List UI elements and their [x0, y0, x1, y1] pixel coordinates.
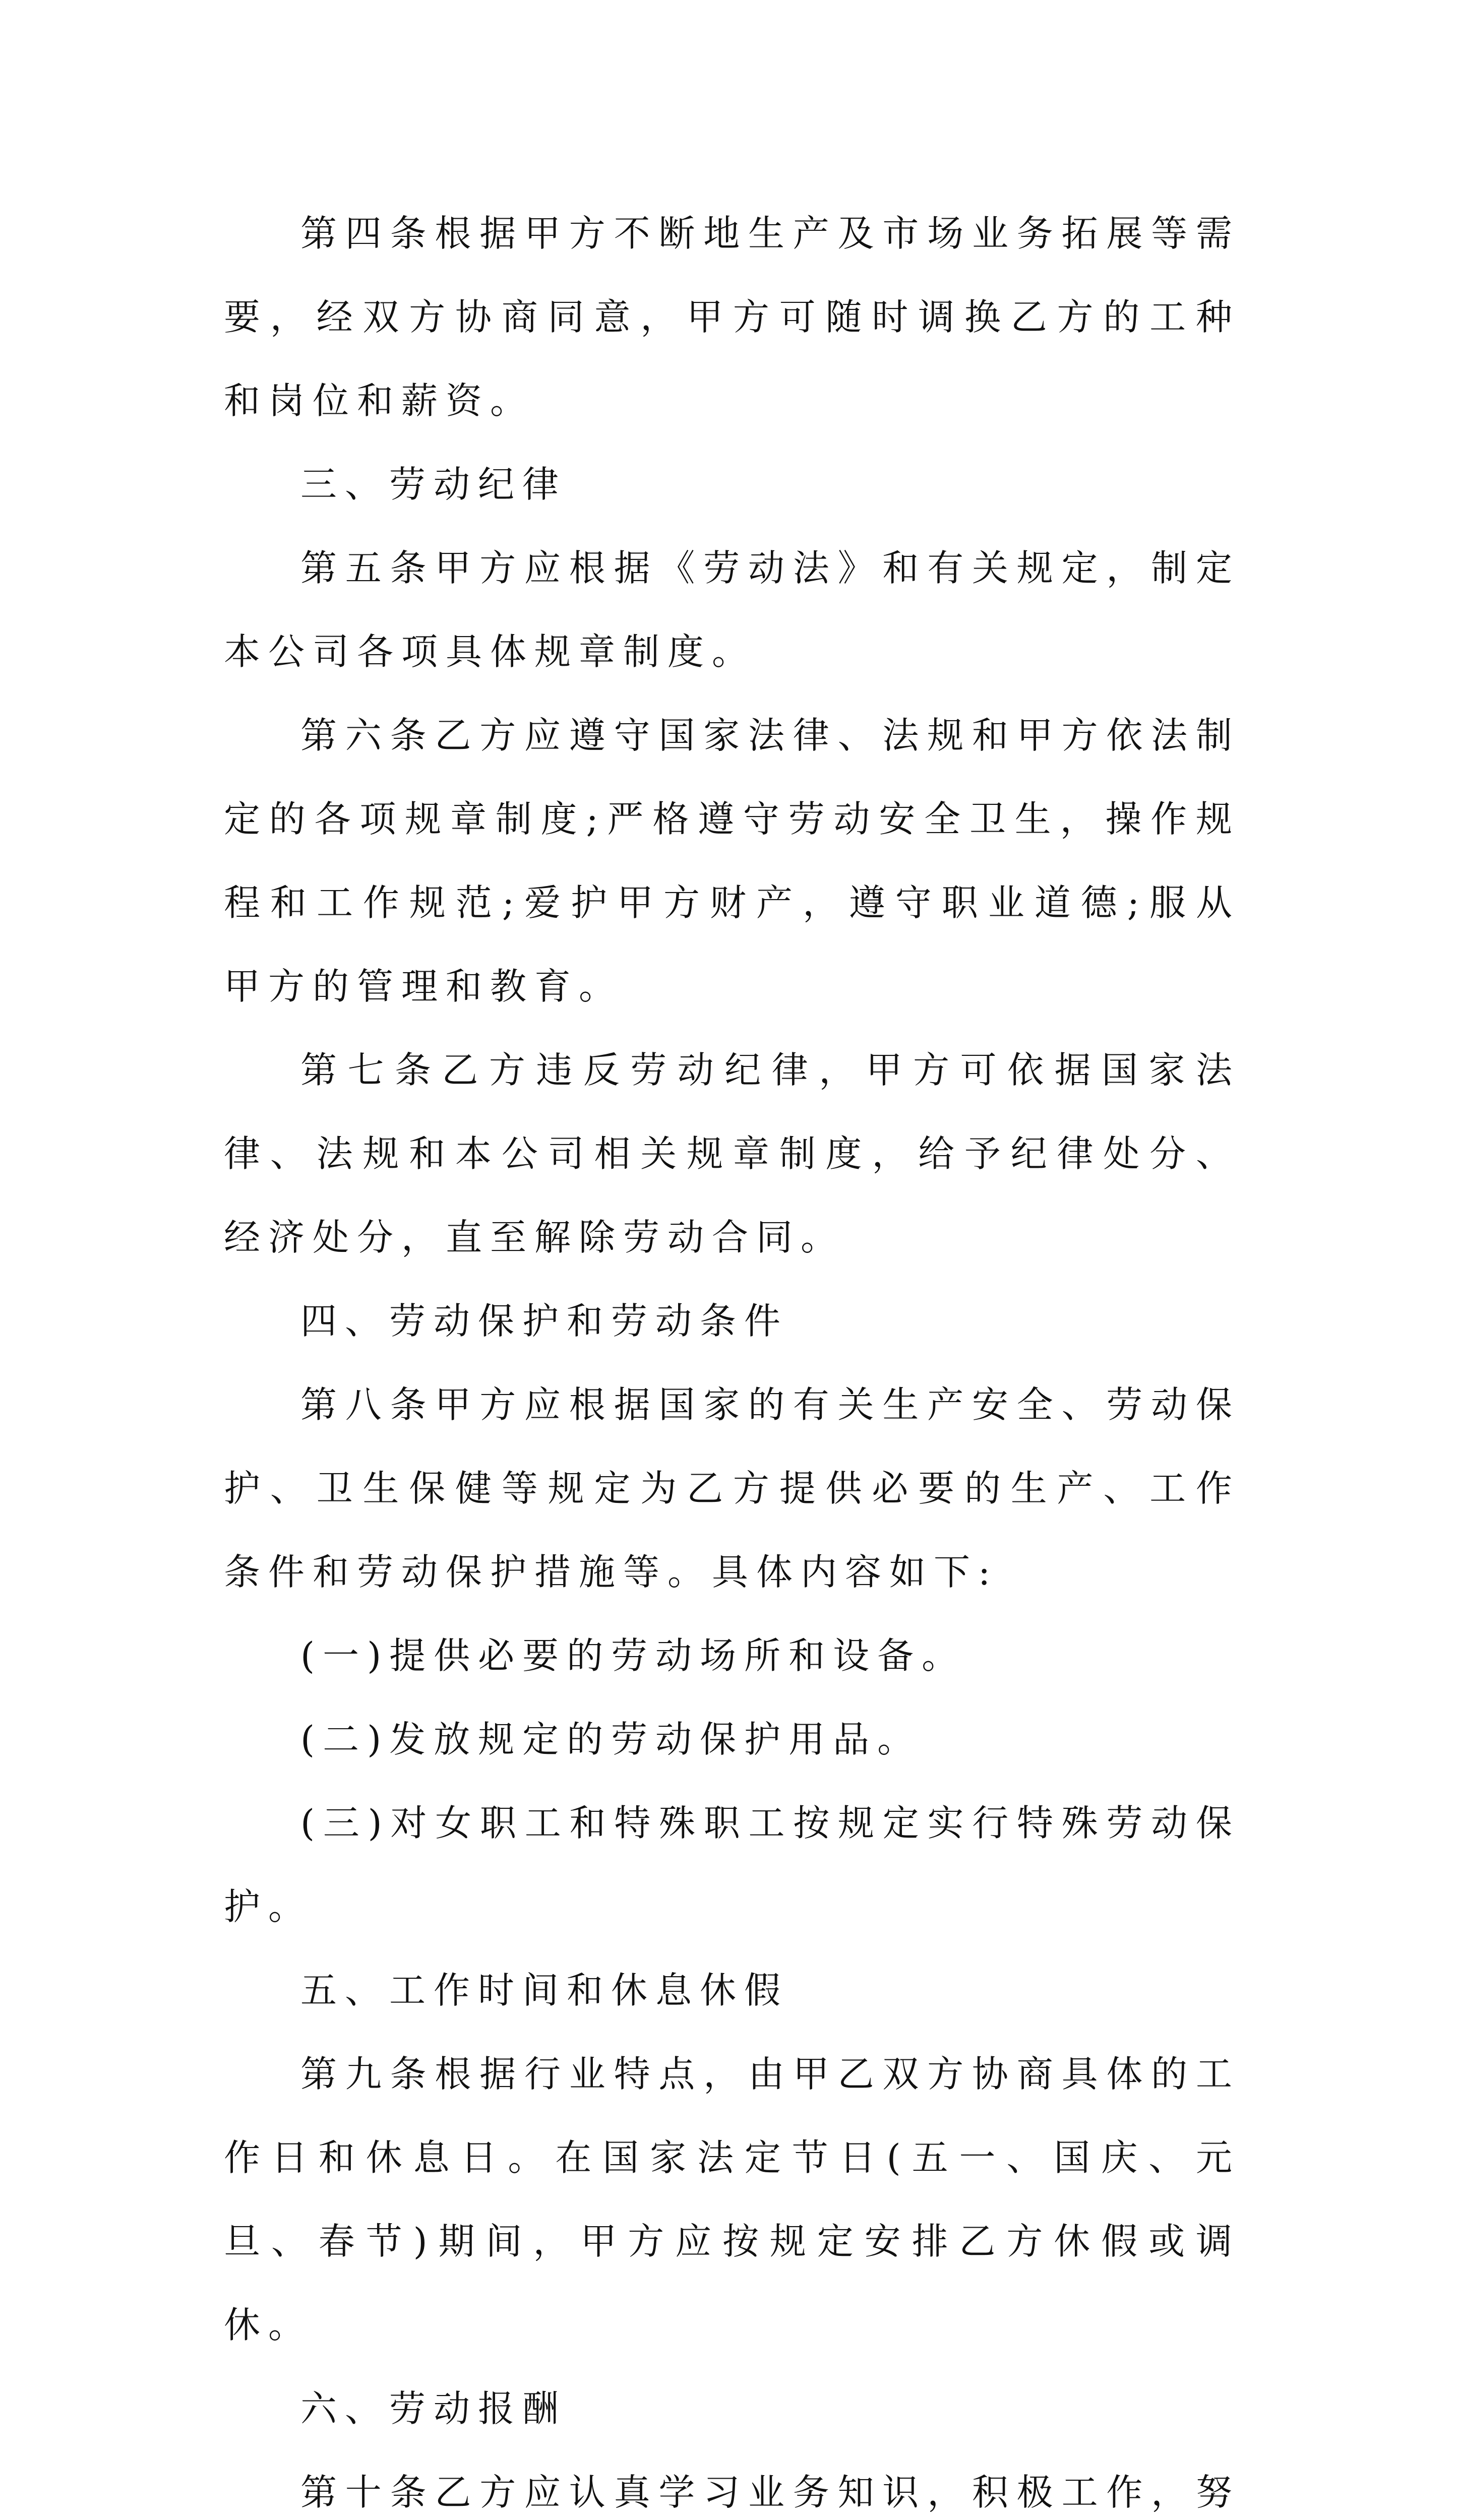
clause-10-paragraph: 第十条乙方应认真学习业务知识，积极工作，努: [300, 2471, 1240, 2513]
clause-6-paragraph: 第六条乙方应遵守国家法律、法规和甲方依法制定的各项规章制度;严格遵守劳动安全卫生，操作规程和工作规范;爱护甲方财产，遵守职业道德;服从甲方的管理和教育。: [224, 714, 1240, 1007]
section-4-heading: 四、劳动保护和劳动条件: [300, 1300, 789, 1342]
section-3-heading: 三、劳动纪律: [300, 463, 567, 506]
section-6-heading: 六、劳动报酬: [300, 2387, 567, 2430]
clause-7-paragraph: 第七条乙方违反劳动纪律，甲方可依据国家法律、法规和本公司相关规章制度，给予纪律处分、经济处分，直至解除劳动合同。: [224, 1049, 1240, 1258]
clause-8-item-1: (一)提供必要的劳动场所和设备。: [300, 1634, 966, 1677]
clause-4-paragraph: 第四条根据甲方不断地生产及市场业务拓展等需要，经双方协商同意，甲方可随时调换乙方的工种和岗位和薪资。: [224, 212, 1240, 422]
clause-5-paragraph: 第五条甲方应根据《劳动法》和有关规定，制定本公司各项具体规章制度。: [224, 547, 1240, 673]
clause-8-paragraph: 第八条甲方应根据国家的有关生产安全、劳动保护、卫生保健等规定为乙方提供必要的生产、工作条件和劳动保护措施等。具体内容如下:: [224, 1383, 1240, 1593]
section-5-heading: 五、工作时间和休息休假: [300, 1969, 789, 2011]
clause-8-item-3: (三)对女职工和特殊职工按规定实行特殊劳动保护。: [224, 1802, 1240, 1928]
document-body: [224, 192, 1240, 2520]
clause-8-item-2: (二)发放规定的劳动保护用品。: [300, 1718, 922, 1760]
clause-9-paragraph: 第九条根据行业特点，由甲乙双方协商具体的工作日和休息日。在国家法定节日(五一、国庆、元旦、春节)期间，甲方应按规定安排乙方休假或调休。: [224, 2053, 1240, 2346]
